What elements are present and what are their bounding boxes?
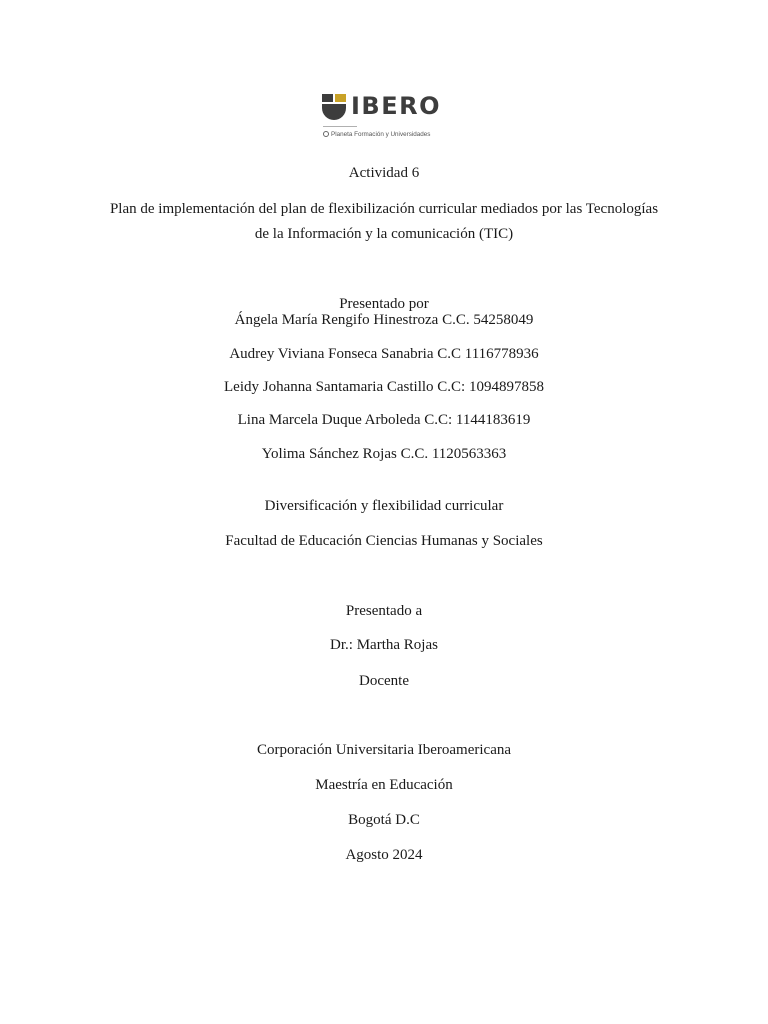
teacher-name: Dr.: Martha Rojas <box>330 637 438 653</box>
faculty-name: Facultad de Educación Ciencias Humanas y Sociales <box>225 533 543 549</box>
program-name: Maestría en Educación <box>315 777 453 793</box>
date: Agosto 2024 <box>345 847 423 863</box>
author-line: Lina Marcela Duque Arboleda C.C: 1144183619 <box>237 412 531 428</box>
author-line: Leidy Johanna Santamaria Castillo C.C: 1094897858 <box>224 379 544 395</box>
author-line: Audrey Viviana Fonseca Sanabria C.C 1116778936 <box>229 346 539 362</box>
activity-title: Actividad 6 <box>348 165 420 181</box>
logo-tagline <box>323 131 430 139</box>
author-line: Yolima Sánchez Rojas C.C. 1120563363 <box>261 446 507 462</box>
institution-name: Corporación Universitaria Iberoamericana <box>256 742 512 758</box>
course-name: Diversificación y flexibilidad curricular <box>264 498 504 514</box>
presented-by-label: Presentado por <box>339 296 429 312</box>
logo-tagline-text: Planeta Formación y Universidades <box>331 131 431 138</box>
logo-divider <box>323 126 357 127</box>
city: Bogotá D.C <box>348 812 420 828</box>
presented-to-label: Presentado a <box>345 603 423 619</box>
ibero-logo <box>322 94 446 142</box>
teacher-role: Docente <box>359 673 409 689</box>
ibero-shield-icon <box>322 94 346 120</box>
logo-wordmark: IBERO <box>351 92 441 120</box>
plan-title-line-1: Plan de implementación del plan de flexibilización curricular mediados por las Tecnologías <box>109 201 659 217</box>
author-line: Ángela María Rengifo Hinestroza C.C. 54258049 <box>234 312 534 328</box>
plan-title-line-2: de la Información y la comunicación (TIC) <box>254 226 514 242</box>
globe-icon <box>323 131 329 137</box>
